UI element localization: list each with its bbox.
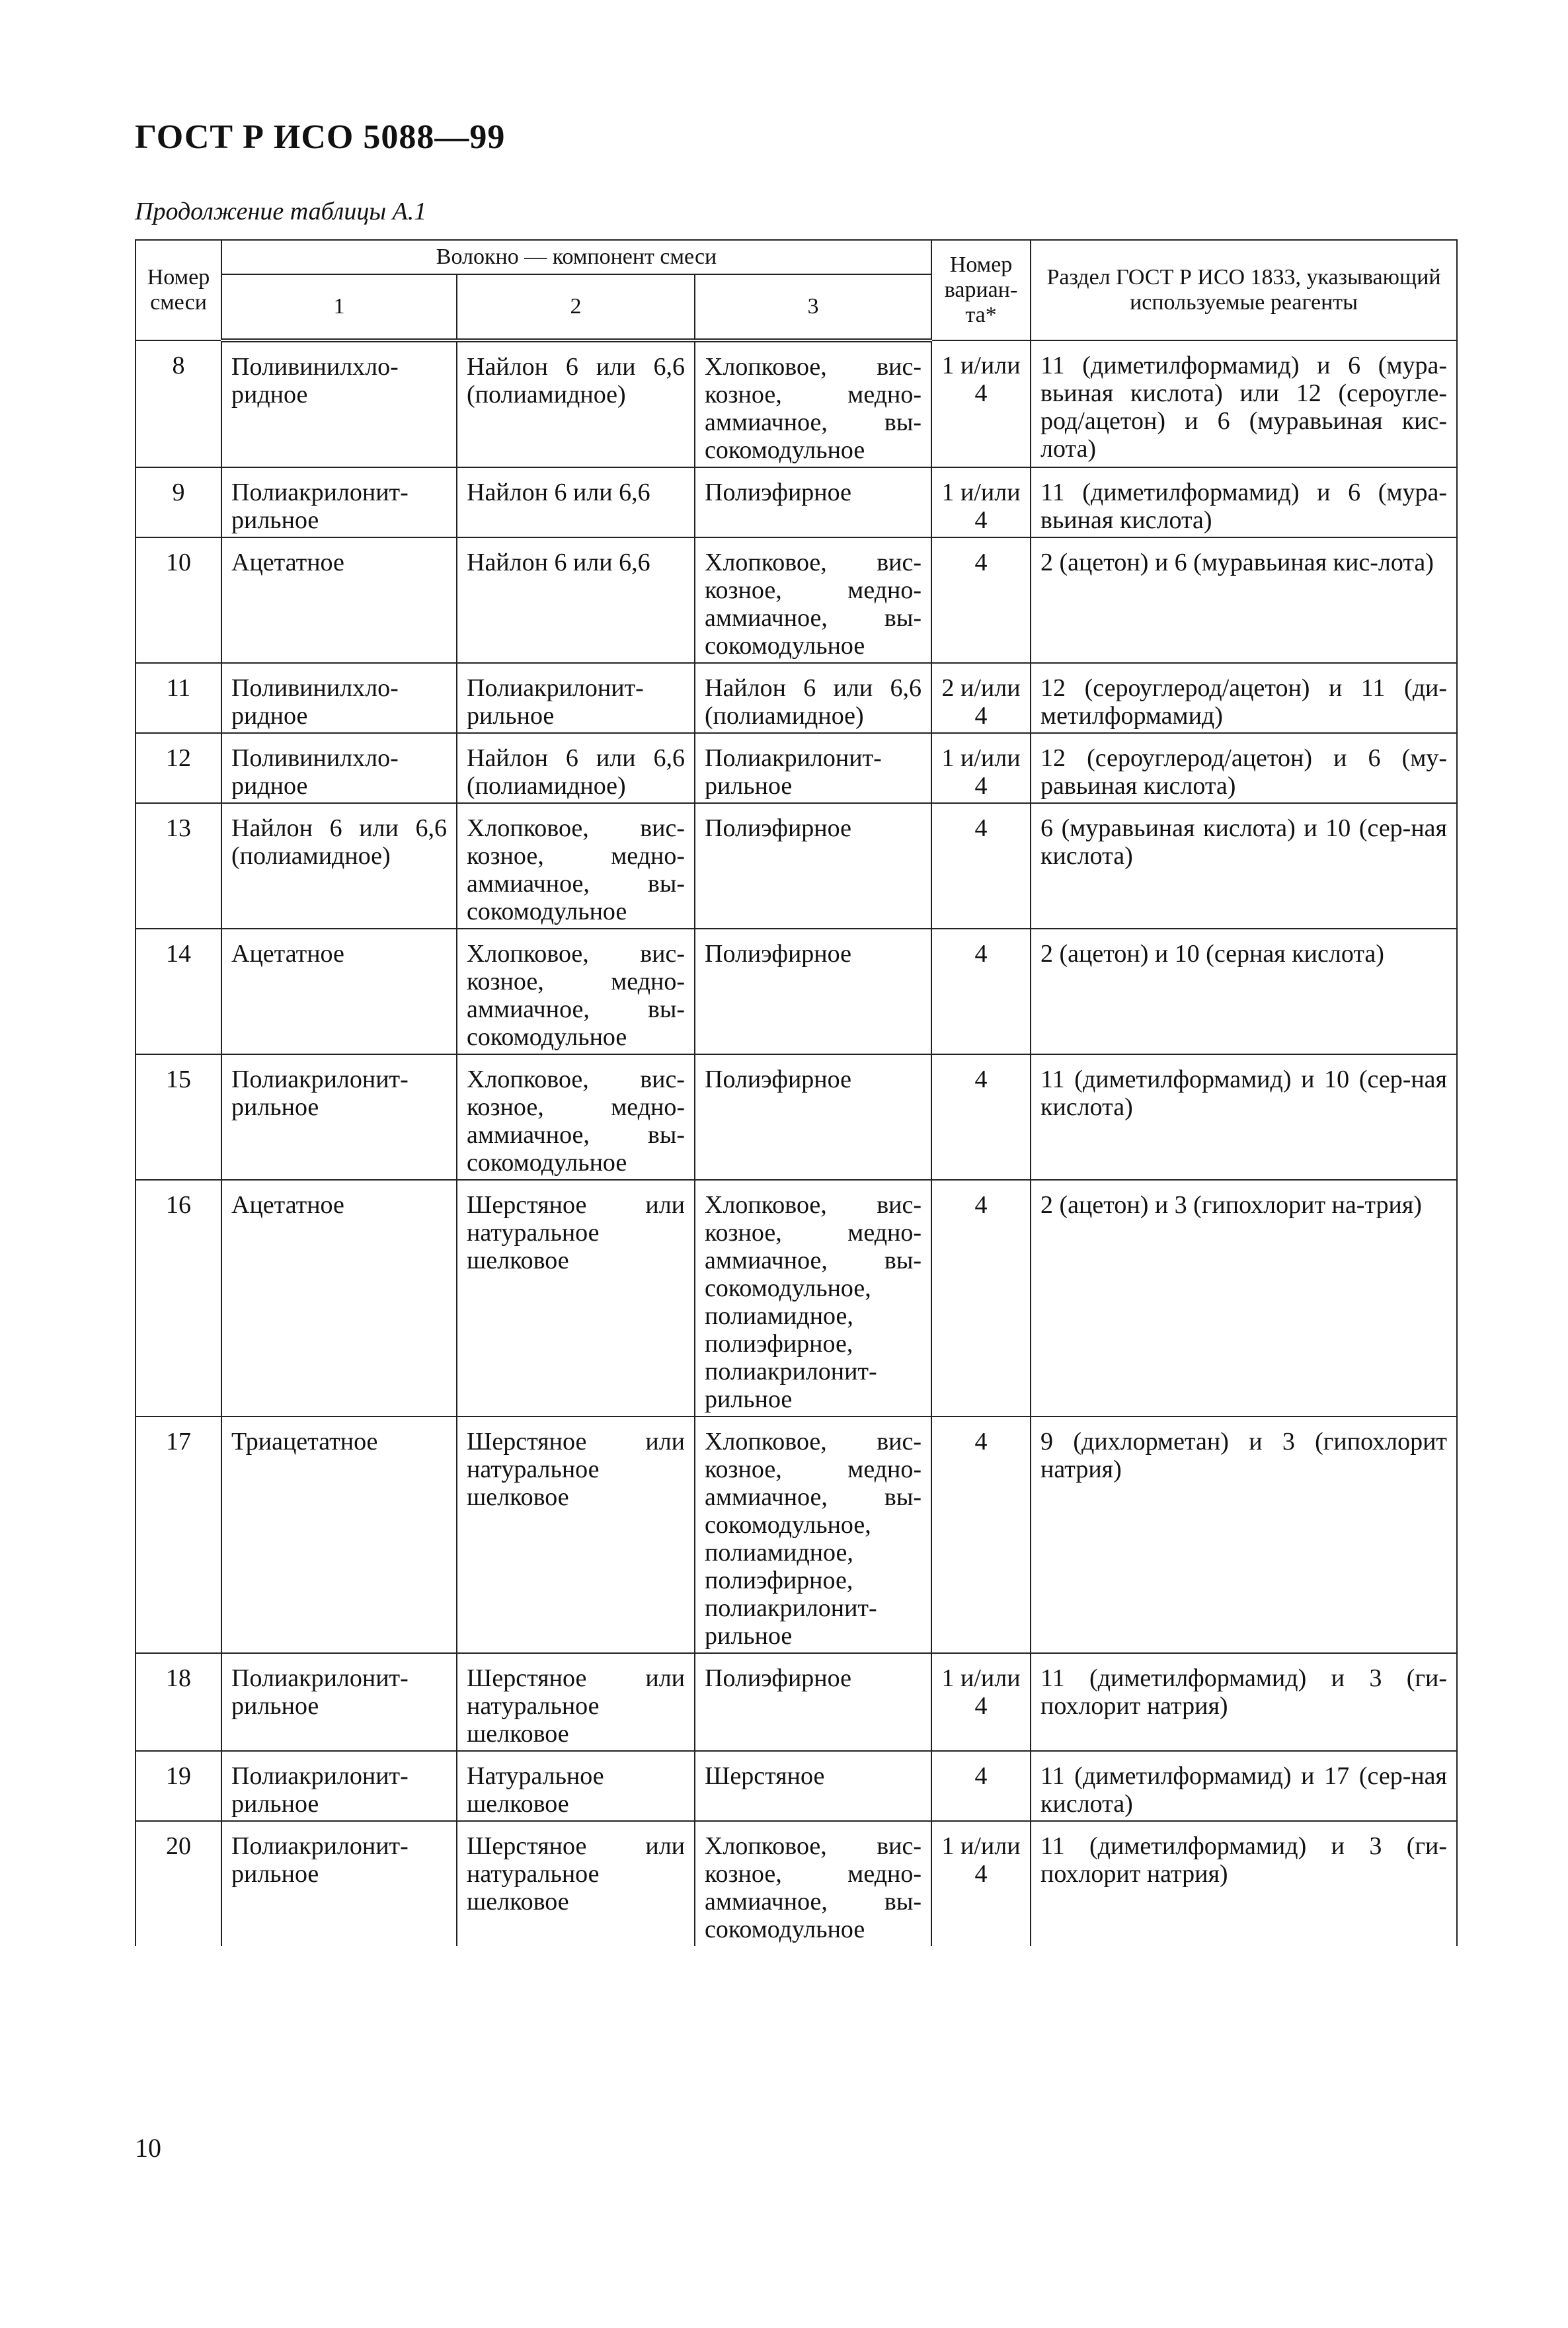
cell-fiber-3: Хлопковое, вис-козное, медно-аммиачное, вы-сокомодульное: [695, 1821, 931, 1946]
cell-fiber-3: Полиэфирное: [695, 1653, 931, 1751]
cell-fiber-1: Полиакрилонит-рильное: [221, 1054, 457, 1180]
cell-section: 11 (диметилформамид) и 10 (сер-ная кислота): [1031, 1054, 1457, 1180]
cell-section: 11 (диметилформамид) и 3 (ги-похлорит натрия): [1031, 1653, 1457, 1751]
table-row: [136, 733, 1457, 803]
cell-fiber-3: Хлопковое, вис-козное, медно-аммиачное, вы-сокомодульное: [695, 537, 931, 663]
cell-variant: 4: [931, 803, 1031, 929]
cell-variant: 1 и/или 4: [931, 340, 1031, 467]
table-row: [136, 1180, 1457, 1416]
table-caption: Продолжение таблицы А.1: [135, 198, 427, 225]
cell-mix-number: 18: [136, 1653, 221, 1751]
cell-fiber-3: Полиакрилонит-рильное: [695, 733, 931, 803]
cell-mix-number: 13: [136, 803, 221, 929]
cell-fiber-2: Шерстяное или натуральное шелковое: [457, 1653, 695, 1751]
cell-variant: 1 и/или 4: [931, 733, 1031, 803]
cell-fiber-2: Шерстяное или натуральное шелковое: [457, 1821, 695, 1946]
table-body: [136, 340, 1457, 1946]
cell-fiber-1: Триацетатное: [221, 1416, 457, 1653]
cell-fiber-3: Найлон 6 или 6,6 (полиамидное): [695, 663, 931, 733]
cell-fiber-1: Ацетатное: [221, 1180, 457, 1416]
header-fiber-component: Волокно — компонент смеси: [221, 240, 931, 274]
table-row: [136, 1751, 1457, 1821]
cell-fiber-3: Хлопковое, вис-козное, медно-аммиачное, вы-сокомодульное: [695, 340, 931, 467]
table-row: [136, 1416, 1457, 1653]
cell-fiber-1: Ацетатное: [221, 537, 457, 663]
cell-fiber-1: Найлон 6 или 6,6 (полиамидное): [221, 803, 457, 929]
header-variant-number: Номер вариан-та*: [931, 240, 1031, 340]
header-col-3: 3: [695, 274, 931, 340]
cell-fiber-1: Поливинилхло-ридное: [221, 663, 457, 733]
table-row: [136, 1054, 1457, 1180]
table-row: [136, 467, 1457, 537]
table-row: [136, 1653, 1457, 1751]
cell-fiber-2: Шерстяное или натуральное шелковое: [457, 1180, 695, 1416]
cell-mix-number: 11: [136, 663, 221, 733]
cell-section: 11 (диметилформамид) и 6 (мура-вьиная кислота) или 12 (сероугле-род/ацетон) и 6 (муравьиная кис-лота): [1031, 340, 1457, 467]
cell-fiber-2: Хлопковое, вис-козное, медно-аммиачное, вы-сокомодульное: [457, 803, 695, 929]
header-section: Раздел ГОСТ Р ИСО 1833, указывающий используемые реагенты: [1031, 240, 1457, 340]
cell-fiber-1: Полиакрилонит-рильное: [221, 467, 457, 537]
header-mix-number: Номер смеси: [136, 240, 221, 340]
cell-fiber-3: Полиэфирное: [695, 929, 931, 1054]
page-number: 10: [135, 2133, 161, 2163]
table-row: [136, 929, 1457, 1054]
cell-variant: 1 и/или 4: [931, 1821, 1031, 1946]
cell-section: 2 (ацетон) и 6 (муравьиная кис-лота): [1031, 537, 1457, 663]
cell-mix-number: 8: [136, 340, 221, 467]
cell-fiber-1: Полиакрилонит-рильное: [221, 1653, 457, 1751]
cell-section: 6 (муравьиная кислота) и 10 (сер-ная кислота): [1031, 803, 1457, 929]
cell-section: 11 (диметилформамид) и 17 (сер-ная кислота): [1031, 1751, 1457, 1821]
cell-variant: 4: [931, 1416, 1031, 1653]
cell-fiber-1: Поливинилхло-ридное: [221, 733, 457, 803]
cell-mix-number: 19: [136, 1751, 221, 1821]
cell-fiber-3: Хлопковое, вис-козное, медно-аммиачное, вы-сокомодульное, полиамидное, полиэфирное, полиакрилонит-рильное: [695, 1416, 931, 1653]
cell-section: 11 (диметилформамид) и 6 (мура-вьиная кислота): [1031, 467, 1457, 537]
cell-fiber-3: Полиэфирное: [695, 803, 931, 929]
cell-mix-number: 12: [136, 733, 221, 803]
cell-mix-number: 17: [136, 1416, 221, 1653]
cell-fiber-2: Полиакрилонит-рильное: [457, 663, 695, 733]
document-title: ГОСТ Р ИСО 5088—99: [135, 118, 506, 156]
fiber-mix-table: [135, 239, 1458, 1946]
cell-variant: 1 и/или 4: [931, 1653, 1031, 1751]
cell-fiber-3: Полиэфирное: [695, 467, 931, 537]
cell-fiber-1: Полиакрилонит-рильное: [221, 1751, 457, 1821]
cell-fiber-2: Найлон 6 или 6,6: [457, 537, 695, 663]
cell-fiber-2: Найлон 6 или 6,6: [457, 467, 695, 537]
cell-variant: 4: [931, 1180, 1031, 1416]
cell-mix-number: 16: [136, 1180, 221, 1416]
cell-mix-number: 14: [136, 929, 221, 1054]
cell-variant: 4: [931, 929, 1031, 1054]
cell-fiber-3: Полиэфирное: [695, 1054, 931, 1180]
table-row: [136, 1821, 1457, 1946]
cell-fiber-2: Хлопковое, вис-козное, медно-аммиачное, вы-сокомодульное: [457, 929, 695, 1054]
table-row: [136, 663, 1457, 733]
table-row: [136, 803, 1457, 929]
cell-fiber-1: Поливинилхло-ридное: [221, 340, 457, 467]
cell-section: 2 (ацетон) и 10 (серная кислота): [1031, 929, 1457, 1054]
cell-fiber-3: Шерстяное: [695, 1751, 931, 1821]
cell-fiber-2: Натуральное шелковое: [457, 1751, 695, 1821]
cell-variant: 2 и/или 4: [931, 663, 1031, 733]
table-row: [136, 340, 1457, 467]
cell-fiber-2: Хлопковое, вис-козное, медно-аммиачное, вы-сокомодульное: [457, 1054, 695, 1180]
cell-variant: 1 и/или 4: [931, 467, 1031, 537]
header-col-1: 1: [221, 274, 457, 340]
cell-mix-number: 10: [136, 537, 221, 663]
cell-section: 12 (сероуглерод/ацетон) и 11 (ди-метилформамид): [1031, 663, 1457, 733]
cell-section: 9 (дихлорметан) и 3 (гипохлорит натрия): [1031, 1416, 1457, 1653]
cell-section: 2 (ацетон) и 3 (гипохлорит на-трия): [1031, 1180, 1457, 1416]
cell-fiber-1: Ацетатное: [221, 929, 457, 1054]
cell-fiber-3: Хлопковое, вис-козное, медно-аммиачное, вы-сокомодульное, полиамидное, полиэфирное, полиакрилонит-рильное: [695, 1180, 931, 1416]
cell-variant: 4: [931, 1054, 1031, 1180]
cell-mix-number: 9: [136, 467, 221, 537]
cell-mix-number: 15: [136, 1054, 221, 1180]
cell-variant: 4: [931, 1751, 1031, 1821]
cell-variant: 4: [931, 537, 1031, 663]
cell-fiber-2: Шерстяное или натуральное шелковое: [457, 1416, 695, 1653]
cell-section: 12 (сероуглерод/ацетон) и 6 (му-равьиная кислота): [1031, 733, 1457, 803]
header-col-2: 2: [457, 274, 695, 340]
cell-fiber-2: Найлон 6 или 6,6 (полиамидное): [457, 340, 695, 467]
cell-fiber-2: Найлон 6 или 6,6 (полиамидное): [457, 733, 695, 803]
table-row: [136, 537, 1457, 663]
cell-section: 11 (диметилформамид) и 3 (ги-похлорит натрия): [1031, 1821, 1457, 1946]
cell-fiber-1: Полиакрилонит-рильное: [221, 1821, 457, 1946]
cell-mix-number: 20: [136, 1821, 221, 1946]
